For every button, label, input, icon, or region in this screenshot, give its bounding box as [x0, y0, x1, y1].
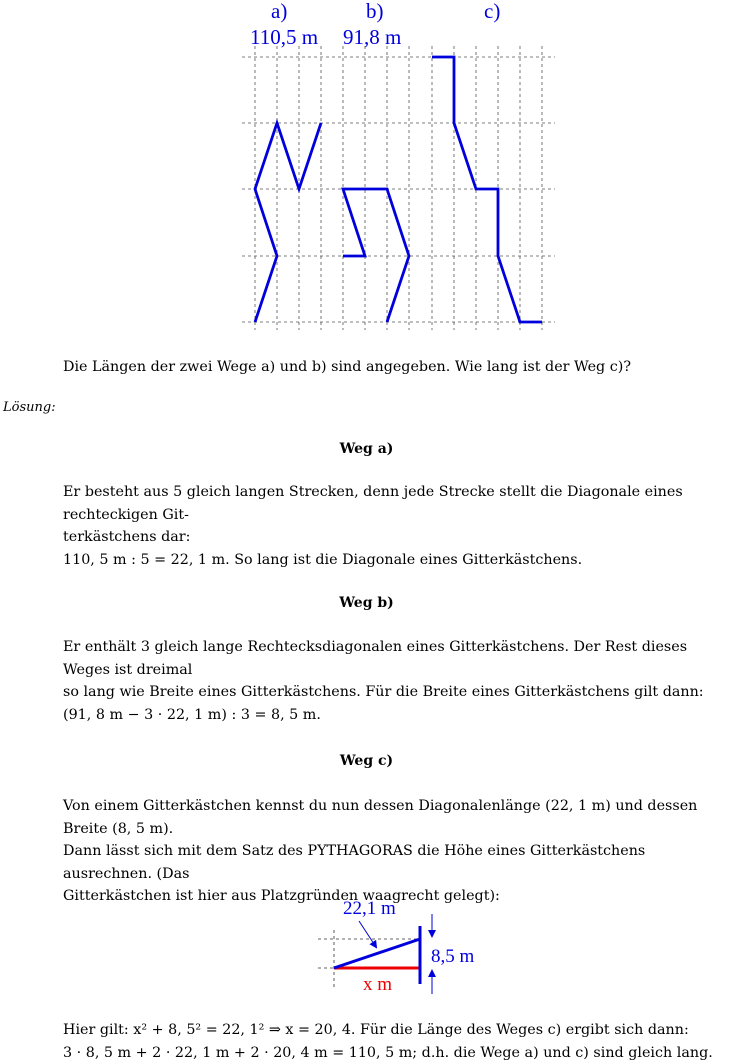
unknown-label: x m: [363, 974, 393, 995]
weg-a-line3: 110, 5 m : 5 = 22, 1 m. So lang ist die Diagonale eines Gitterkästchens.: [63, 551, 583, 568]
solution-label: Lösung:: [3, 400, 56, 415]
length-a: 110,5 m: [250, 25, 319, 49]
heading-weg-b: Weg b): [339, 595, 394, 611]
weg-c-line1: Von einem Gitterkästchen kennst du nun dessen Diagonalenlänge (22, 1 m) und dessen Breite (8, 5 m).: [63, 798, 698, 837]
weg-b-line1: Er enthält 3 gleich lange Rechtecksdiagonalen eines Gitterkästchens. Der Rest dieses Weges ist dreimal: [63, 639, 688, 678]
diagonal-label: 22,1 m: [343, 898, 396, 919]
weg-b-text: [63, 636, 731, 726]
weg-a-line1: Er besteht aus 5 gleich langen Strecken, denn jede Strecke stellt die Diagonale eines rechteckigen Git-: [63, 484, 683, 523]
triangle-figure: [300, 890, 500, 1000]
weg-c-line2: Dann lässt sich mit dem Satz des PYTHAGORAS die Höhe eines Gitterkästchens ausrechnen. (Das: [63, 843, 646, 882]
final-line1: Hier gilt: x² + 8, 5² = 22, 1² ⇒ x = 20, 4. Für die Länge des Weges c) ergibt sich dann:: [63, 1022, 689, 1038]
grid-figure: [0, 0, 733, 340]
final-text: [63, 1019, 731, 1064]
length-b: 91,8 m: [343, 25, 402, 49]
weg-a-text: [63, 481, 731, 571]
triangle-diagonal: [334, 939, 420, 968]
final-line2: 3 · 8, 5 m + 2 · 22, 1 m + 2 · 20, 4 m = 110, 5 m; d.h. die Wege a) und c) sind gleich lang.: [63, 1044, 713, 1061]
path-a: [255, 123, 321, 322]
width-label: 8,5 m: [431, 946, 475, 967]
label-b: b): [366, 0, 384, 23]
weg-b-line3: (91, 8 m − 3 · 22, 1 m) : 3 = 8, 5 m.: [63, 706, 321, 723]
heading-weg-c: Weg c): [339, 753, 394, 769]
label-c: c): [484, 0, 501, 23]
diagonal-pointer-icon: [359, 921, 376, 947]
label-a: a): [271, 0, 288, 23]
question-text: Die Längen der zwei Wege a) und b) sind angegeben. Wie lang ist der Weg c)?: [63, 359, 631, 375]
weg-a-line2: terkästchens dar:: [63, 529, 191, 545]
figure-labels: [250, 0, 500, 49]
weg-c-line3: Gitterkästchen ist hier aus Platzgründen waagrecht gelegt):: [63, 888, 500, 904]
path-b: [343, 189, 409, 322]
heading-weg-a: Weg a): [339, 441, 394, 457]
path-c: [432, 57, 542, 322]
weg-b-line2: so lang wie Breite eines Gitterkästchens. Für die Breite eines Gitterkästchens gilt dann:: [63, 684, 704, 700]
